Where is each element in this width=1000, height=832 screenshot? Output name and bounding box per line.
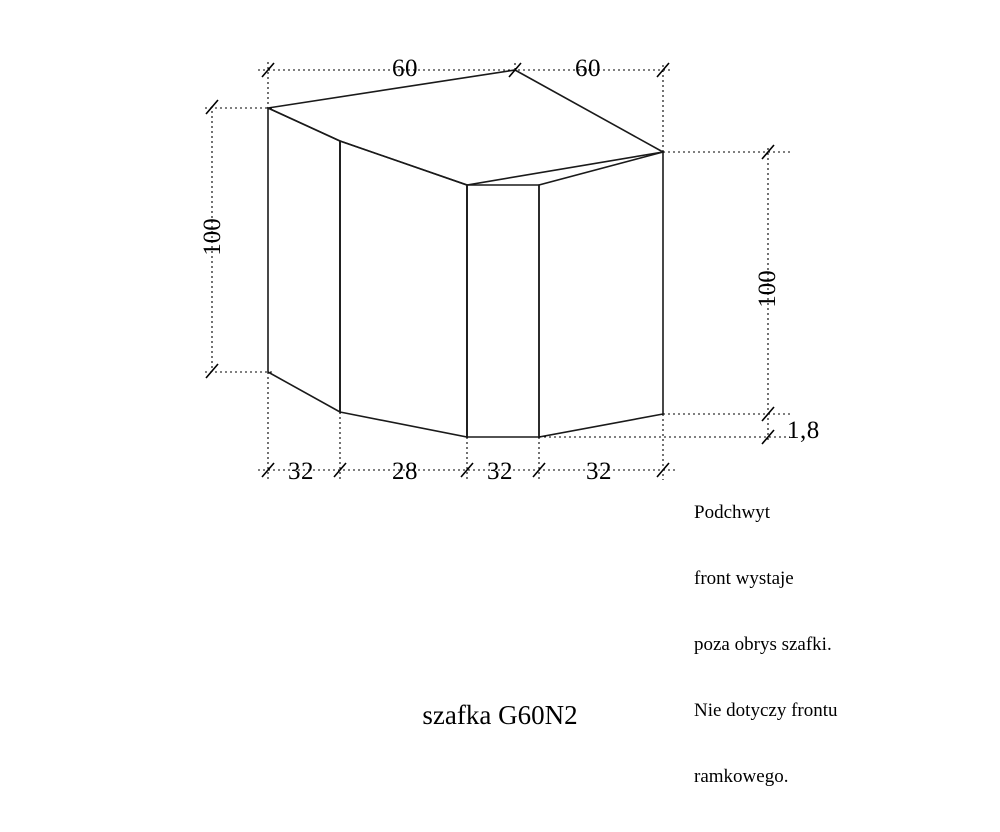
note-line-5: ramkowego. (694, 766, 789, 787)
note-line-1: Podchwyt (694, 502, 770, 523)
dimension-bottom-4: 32 (586, 458, 612, 485)
note-line-4: Nie dotyczy frontu (694, 700, 838, 721)
dimension-left-height: 100 (199, 218, 226, 256)
dimension-bottom-1: 32 (288, 458, 314, 485)
dimension-right-height: 100 (754, 270, 781, 308)
note-line-2: front wystaje (694, 568, 794, 589)
note-line-3: poza obrys szafki. (694, 634, 832, 655)
dimension-thickness: 1,8 (787, 417, 820, 444)
drawing-caption: szafka G60N2 (422, 700, 578, 730)
cabinet-body (268, 70, 663, 437)
dimension-ticks (206, 63, 774, 477)
dimension-bottom-3: 32 (487, 458, 513, 485)
note-text (694, 458, 838, 832)
dimension-top-left: 60 (392, 55, 418, 82)
dimension-bottom-2: 28 (392, 458, 418, 485)
extension-lines (205, 62, 790, 480)
dimension-top-right: 60 (575, 55, 601, 82)
